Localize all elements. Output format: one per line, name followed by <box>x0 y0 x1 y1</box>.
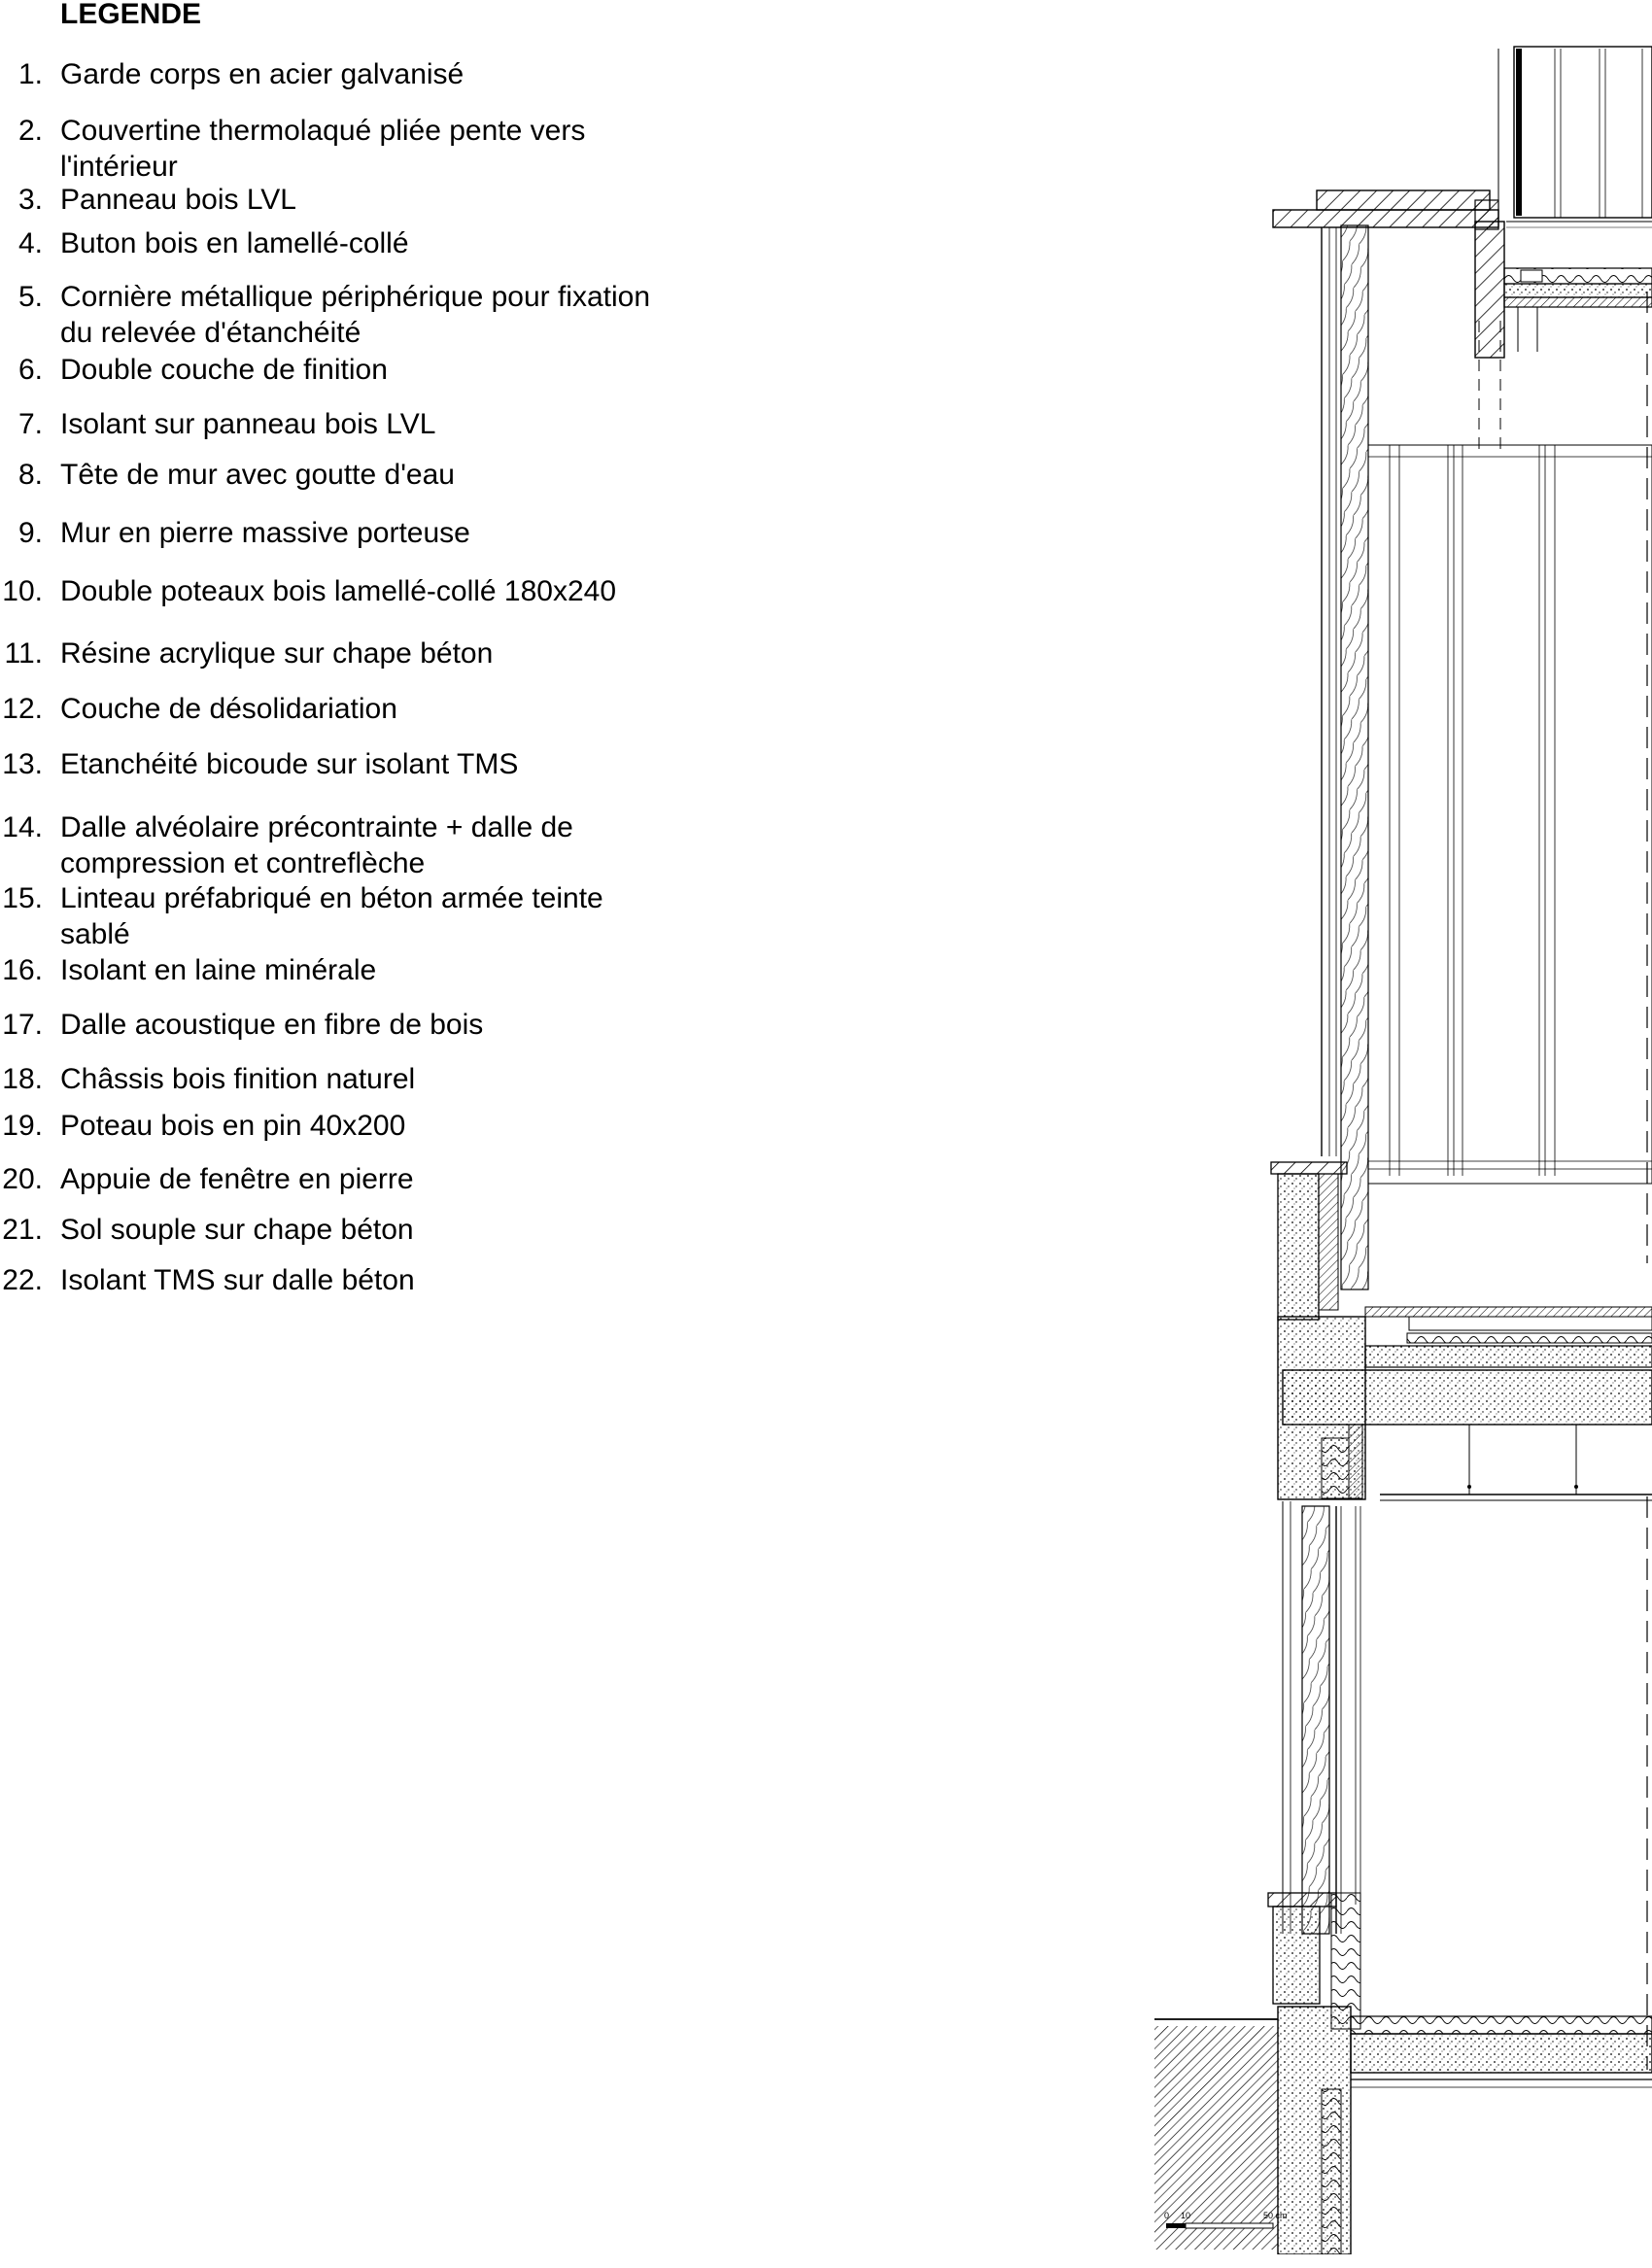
legend-item-number: 18. <box>2 1063 43 1095</box>
legend-title: LEGENDE <box>60 0 202 30</box>
legend-item-text: Double poteaux bois lamellé-collé 180x240 <box>60 575 617 607</box>
legend-item-text: Couvertine thermolaqué pliée pente vers l'intérieur <box>60 115 586 183</box>
legend-item-number: 3. <box>17 184 43 216</box>
legend-item-text: Tête de mur avec goutte d'eau <box>60 459 455 491</box>
legend-item-text: Dalle acoustique en fibre de bois <box>60 1009 484 1041</box>
legend-item-number: 22. <box>2 1264 43 1296</box>
legend-item-number: 15. <box>2 882 43 914</box>
legend-item-text: Couche de désolidariation <box>60 693 397 725</box>
legend-item-number: 14. <box>2 811 43 843</box>
legend-item-text: Isolant TMS sur dalle béton <box>60 1264 415 1296</box>
window-frame <box>1368 445 1652 1184</box>
section-drawing <box>1147 39 1652 2254</box>
window-sill-upper <box>1271 1162 1347 1320</box>
lower-wall <box>1283 1501 1360 1934</box>
legend-item-text: Garde corps en acier galvanisé <box>60 58 465 90</box>
upper-wall <box>1322 225 1368 1289</box>
legend-item-text: Etanchéité bicoude sur isolant TMS <box>60 748 519 780</box>
legend-item-number: 8. <box>17 459 43 491</box>
legend-item-number: 4. <box>17 227 43 259</box>
legend-item-text: Linteau préfabriqué en béton armée teinte sablé <box>60 882 603 950</box>
railing <box>1498 47 1652 218</box>
legend-item-number: 20. <box>2 1163 43 1195</box>
legend-item-number: 7. <box>17 408 43 440</box>
legend-item-number: 1. <box>17 58 43 90</box>
legend-item-text: Cornière métallique périphérique pour fixation du relevée d'étanchéité <box>60 281 651 349</box>
earth <box>1154 2019 1278 2250</box>
legend-item-text: Double couche de finition <box>60 354 388 386</box>
legend-item-text: Résine acrylique sur chape béton <box>60 637 494 670</box>
wall-head <box>1273 190 1498 229</box>
legend-item-number: 9. <box>17 517 43 549</box>
ground-floor <box>1278 2007 1652 2254</box>
legend-item-text: Châssis bois finition naturel <box>60 1063 416 1095</box>
legend-item-number: 21. <box>2 1214 43 1246</box>
legend-item-number: 12. <box>2 693 43 725</box>
legend-item-number: 19. <box>2 1110 43 1142</box>
scale-bar-segment <box>1166 2223 1186 2228</box>
legend-item-number: 17. <box>2 1009 43 1041</box>
legend-item-text: Appuie de fenêtre en pierre <box>60 1163 414 1195</box>
legend-item-number: 16. <box>2 954 43 986</box>
legend-item-number: 10. <box>2 575 43 607</box>
legend-item-text: Poteau bois en pin 40x200 <box>60 1110 406 1142</box>
legend-item-number: 11. <box>4 637 43 670</box>
legend-item-text: Dalle alvéolaire précontrainte + dalle de compression et contreflèche <box>60 811 573 879</box>
acoustic-ceiling <box>1380 1425 1652 1500</box>
legend-item-text: Sol souple sur chape béton <box>60 1214 414 1246</box>
legend-item-number: 13. <box>2 748 43 780</box>
scale-label-10: 10 <box>1181 2211 1191 2220</box>
scale-bar-segment <box>1186 2223 1273 2228</box>
legend-item-text: Panneau bois LVL <box>60 184 296 216</box>
scale-label-50: 50 cm <box>1263 2211 1288 2220</box>
section-drawing-svg <box>1147 39 1652 2254</box>
dashed-lines <box>1479 292 1647 2070</box>
roof-parapet <box>1475 222 1652 358</box>
legend-item-text: Buton bois en lamellé-collé <box>60 227 409 259</box>
legend-item-text: Isolant en laine minérale <box>60 954 377 986</box>
scale-label-0: 0 <box>1164 2211 1170 2220</box>
legend-item-text: Isolant sur panneau bois LVL <box>60 408 436 440</box>
legend-item-number: 6. <box>17 354 43 386</box>
floor-slab <box>1278 1307 1652 1499</box>
legend-item-number: 2. <box>17 115 43 147</box>
legend-item-number: 5. <box>17 281 43 313</box>
legend-item-text: Mur en pierre massive porteuse <box>60 517 470 549</box>
